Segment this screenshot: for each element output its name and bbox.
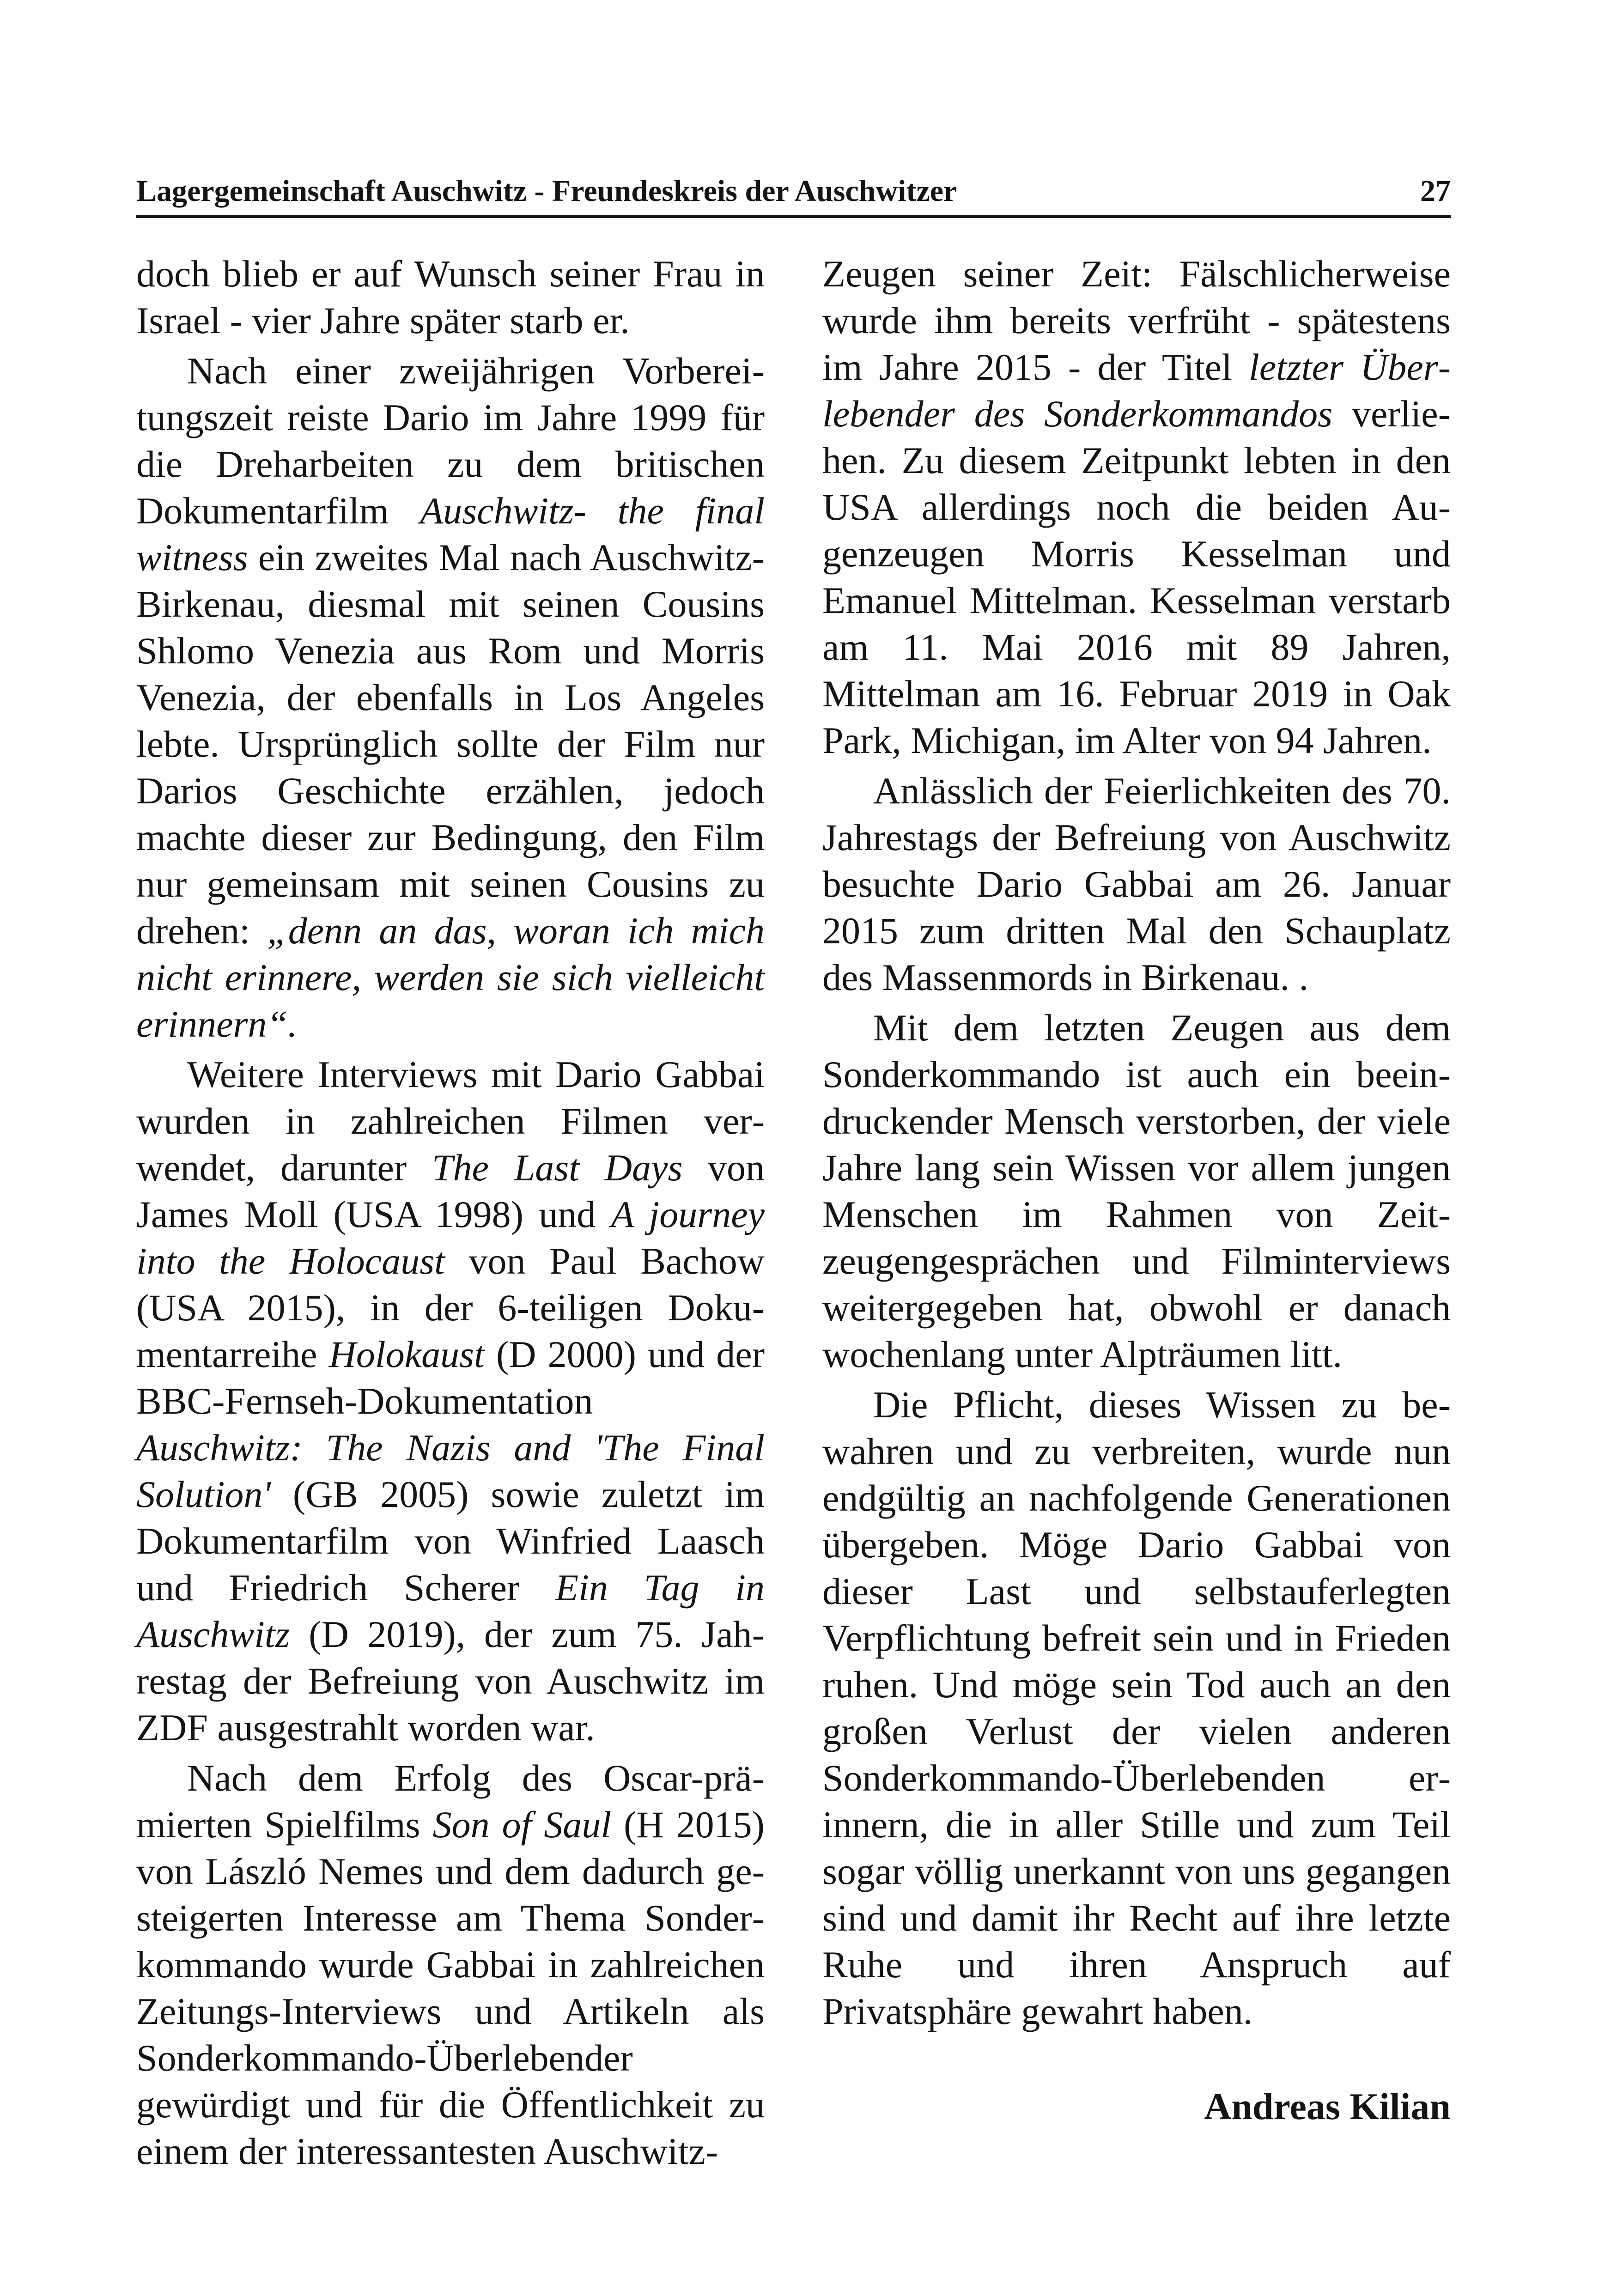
text-run: Nach dem Erfolg des Oscar-prämierten Spielfilms <box>136 1757 765 1846</box>
paragraph: doch blieb er auf Wunsch seiner Frau in Israel - vier Jahre später starb er. <box>136 253 765 341</box>
header-title: Lagergemeinschaft Auschwitz - Freundeskreis der Auschwitzer <box>136 174 957 208</box>
page-number: 27 <box>1420 174 1451 208</box>
quote: „denn an das, woran ich mich nicht erinnere, werden sie sich vielleicht erinnern“. <box>136 910 765 1045</box>
text-run: verliehen. Zu diesem Zeitpunkt lebten in den USA allerdings noch die beiden Augenzeugen Morris Kesselman und Emanuel Mittelman. Kesselman verstarb am 11. Mai 2016 mit 89 Jahren, Mittelman am 16. Februar 2019 in Oak Park, Michigan, im Alter von 94 Jahren. <box>822 393 1451 761</box>
paragraph <box>822 250 1451 764</box>
text-run: Zeugen seiner Zeit: Fälschlicherweise wurde ihm bereits verfrüht - spätestens im Jahre 2015 - der Titel <box>822 253 1451 388</box>
film-title: Auschwitz: The Nazis and 'The Final Solution' <box>136 1427 765 1515</box>
paragraph: Mit dem letzten Zeugen aus dem Sonderkommando ist auch ein beeindruckender Mensch verstorben, der viele Jahre lang sein Wissen vor allem jungen Menschen im Rahmen von Zeitzeugengesprächen und Filminterviews weitergegeben hat, obwohl er danach wochenlang unter Alpträumen litt. <box>822 1007 1451 1375</box>
text-run: (H 2015) von László Nemes und dem dadurch gesteigerten Interesse am Thema Sonderkommando wurde Gabbai in zahlreichen Zeitungs-Interviews und Artikeln als Sonderkommando-Überlebender gewürdigt und für die Öffentlichkeit zu einem der interessantesten Auschwitz- <box>136 1804 765 2172</box>
film-title: Ein Tag in Auschwitz <box>136 1567 765 1655</box>
film-title: Holokaust <box>328 1333 485 1375</box>
paragraph: Anlässlich der Feierlichkeiten des 70. Jahrestags der Befreiung von Auschwitz besuchte Dario Gabbai am 26. Januar 2015 zum dritten Mal den Schauplatz des Massenmords in Birkenau. . <box>822 770 1451 998</box>
text-run: (D 2000) und der BBC-Fernseh-Dokumentation <box>136 1333 765 1422</box>
left-column <box>136 250 765 2175</box>
title-phrase: letzter Überlebender des Sonderkommandos <box>822 346 1451 435</box>
paragraph <box>136 347 765 1047</box>
text-run: (D 2019), der zum 75. Jahrestag der Befreiung von Auschwitz im ZDF ausgestrahlt worden war. <box>136 1613 765 1749</box>
film-title: A journey into the Holocaust <box>136 1193 765 1282</box>
page-header <box>136 159 1451 218</box>
paragraph <box>136 1051 765 1751</box>
text-run: Weitere Interviews mit Dario Gabbai wurden in zahlreichen Filmen verwendet, darunter <box>136 1053 765 1189</box>
film-title: Son of Saul <box>432 1804 612 1846</box>
author-name: Andreas Kilian <box>1204 2085 1451 2127</box>
right-column <box>822 250 1451 2130</box>
paragraph: Die Pflicht, dieses Wissen zu bewahren und zu verbreiten, wurde nun endgültig an nachfolgende Generationen übergeben. Möge Dario Gabbai von dieser Last und selbstauferlegten Verpflichtung befreit sein und in Frieden ruhen. Und möge sein Tod auch an den großen Verlust der vielen anderen Sonderkommando-Überlebenden erinnern, die in aller Stille und zum Teil sogar völlig unerkannt von uns gegangen sind und damit ihr Recht auf ihre letzte Ruhe und ihren Anspruch auf Privatsphäre gewahrt haben. <box>822 1384 1451 2032</box>
text-run: (GB 2005) sowie zuletzt im Dokumentarfilm von Winfried Laasch und Friedrich Scherer <box>136 1473 765 1609</box>
film-title: The Last Days <box>432 1147 683 1189</box>
text-run: von James Moll (USA 1998) und <box>136 1147 765 1235</box>
film-title: Auschwitz- the final witness <box>136 490 765 578</box>
text-run: ein zweites Mal nach Auschwitz-Birkenau, diesmal mit seinen Cousins Shlomo Venezia aus Rom und Morris Venezia, der ebenfalls in Los Angeles lebte. Ursprünglich sollte der Film nur Darios Geschichte erzählen, jedoch machte dieser zur Bedingung, den Film nur gemeinsam mit seinen Cousins zu drehen: <box>136 536 765 952</box>
text-run: Nach einer zweijährigen Vorbereitungszeit reiste Dario im Jahre 1999 für die Dreharbeiten zu dem britischen Dokumentarfilm <box>136 350 765 532</box>
text-run: von Paul Bachow (USA 2015), in der 6-teiligen Dokumentarreihe <box>136 1240 765 1375</box>
paragraph <box>136 1755 765 2175</box>
